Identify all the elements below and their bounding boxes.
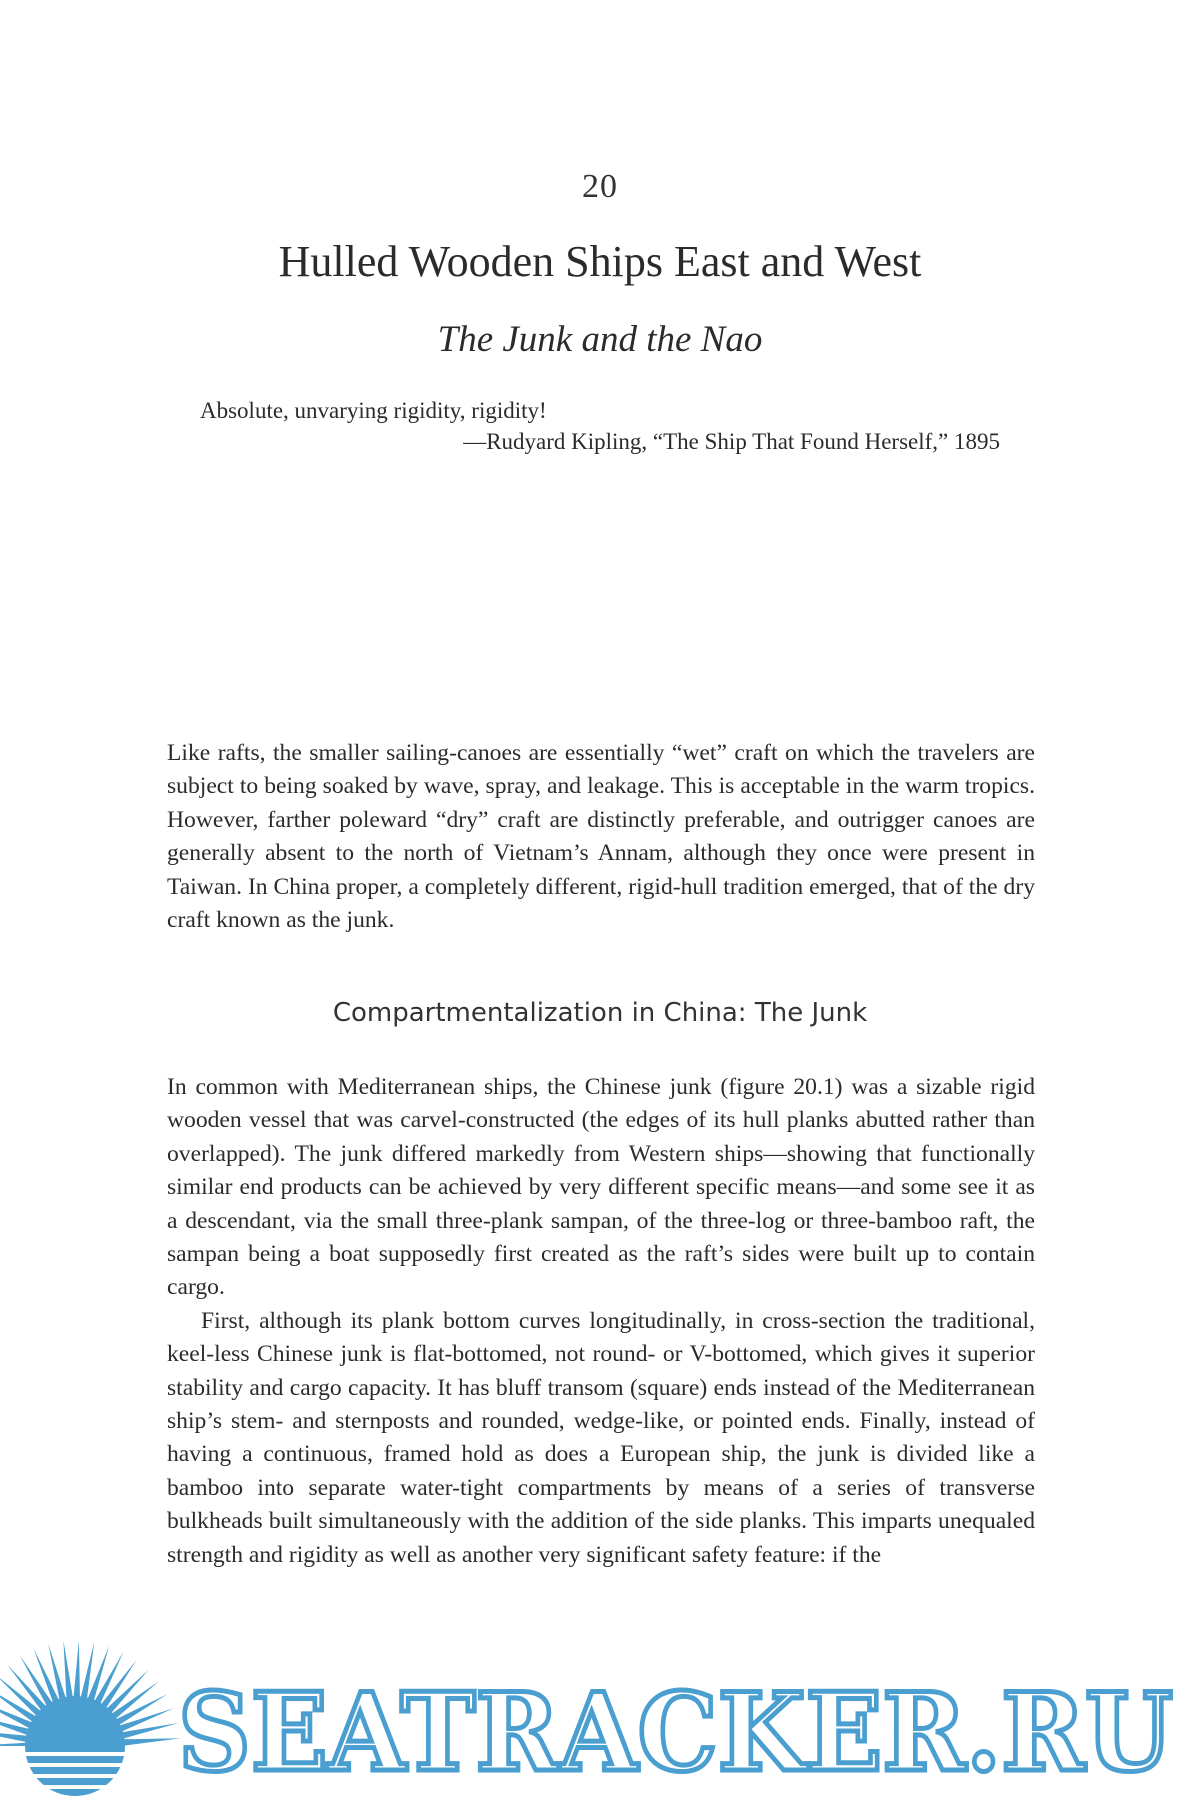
intro-paragraph-block (167, 737, 1035, 937)
section-heading: Compartmentalization in China: The Junk (332, 998, 868, 1028)
sun-logo-icon (0, 1640, 181, 1796)
intro-paragraph: Like rafts, the smaller sailing-canoes are essentially “wet” craft on which the travelers are subject to being soaked by wave, spray, and leakage. This is acceptable in the warm tropics. However, farther poleward “dry” craft are distinctly preferable, and outrigger canoes are generally absent to the north of Vietnam’s Annam, although they once were present in Taiwan. In China proper, a completely different, rigid-hull tradition emerged, that of the dry craft known as the junk. (167, 740, 1035, 934)
chapter-number: 20 (582, 168, 618, 205)
sun-disc-icon (25, 1696, 125, 1796)
epigraph-attribution: —Rudyard Kipling, “The Ship That Found Herself,” 1895 (463, 429, 1000, 454)
sun-stripe-icon (15, 1774, 135, 1778)
watermark (0, 1628, 1200, 1800)
section-paragraph-2: First, although its plank bottom curves longitudinally, in cross-section the traditional, keel-less Chinese junk is flat-bottomed, not round- or V-bottomed, which gives it superior stability and cargo capacity. It has bluff transom (square) ends instead of the Mediterranean ship’s stem- and sternposts and rounded, wedge-like, or pointed ends. Finally, instead of having a continuous, framed hold as does a European ship, the junk is divided like a bamboo into separate water-tight compartments by means of a series of transverse bulkheads built simultaneously with the addition of the side planks. This imparts unequaled strength and rigidity as well as another very significant safety feature: if the (167, 1307, 1035, 1568)
section-paragraph-1: In common with Mediterranean ships, the Chinese junk (figure 20.1) was a sizable rigid wooden vessel that was carvel-constructed (the edges of its hull planks abutted rather than overlapped). The junk differed markedly from Western ships—showing that functionally similar end products can be achieved by very different specific means—and some see it as a descendant, via the small three-plank sampan, of the three-log or three-bamboo raft, the sampan being a boat supposedly first created as the raft’s sides were built up to contain cargo. (167, 1074, 1035, 1301)
chapter-title: Hulled Wooden Ships East and West (278, 237, 922, 286)
sun-stripe-icon (15, 1752, 135, 1756)
sun-stripe-icon (15, 1785, 135, 1789)
watermark-text: SEATRACKER.RU (178, 1670, 1173, 1796)
section-body (167, 1071, 1035, 1572)
epigraph (200, 395, 1000, 457)
sun-stripe-icon (15, 1763, 135, 1767)
chapter-subtitle: The Junk and the Nao (437, 319, 763, 360)
epigraph-quote: Absolute, unvarying rigidity, rigidity! (200, 398, 547, 423)
